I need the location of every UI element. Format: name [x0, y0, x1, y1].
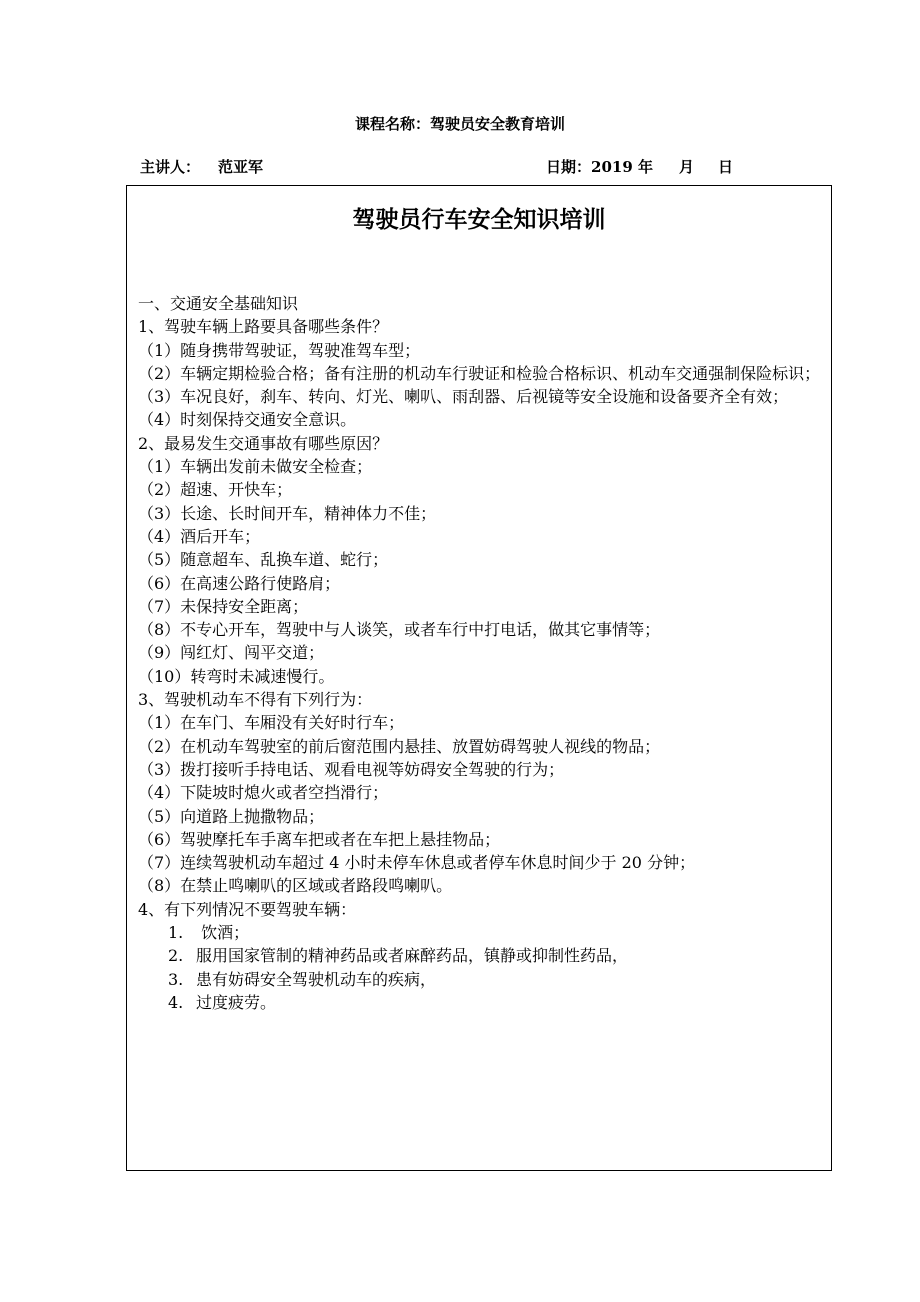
document-heading: 驾驶员行车安全知识培训: [352, 207, 606, 233]
numbered-item: [138, 991, 828, 1014]
list-item: （1）随身携带驾驶证，驾驶准驾车型；: [138, 340, 421, 360]
numbered-item: [138, 968, 828, 991]
list-item: （3）拨打接听手持电话、观看电视等妨碍安全驾驶的行为；: [138, 759, 565, 779]
list-item: （4）时刻保持交通安全意识。: [138, 410, 357, 430]
question-1-title: 1、驾驶车辆上路要具备哪些条件？: [138, 317, 389, 337]
list-item: （4）下陡坡时熄火或者空挡滑行；: [138, 783, 389, 803]
item-number: 2.: [168, 946, 184, 966]
course-title: 课程名称：驾驶员安全教育培训: [354, 115, 565, 133]
list-item: （2）超速、开快车；: [138, 480, 293, 500]
list-item: （9）闯红灯、闯平交道；: [138, 643, 325, 663]
numbered-item: [138, 921, 828, 944]
list-item: （1）车辆出发前未做安全检查；: [138, 457, 373, 477]
item-number: 3.: [168, 969, 184, 989]
list-item: （3）车况良好，刹车、转向、灯光、喇叭、雨刮器、后视镜等安全设施和设备要齐全有效；: [138, 387, 789, 407]
date-label: 日期：: [546, 158, 592, 176]
numbered-item: [138, 944, 828, 967]
date-row: [546, 156, 733, 178]
lecturer-row: [140, 156, 263, 178]
list-item: （2）在机动车驾驶室的前后窗范围内悬挂、放置妨碍驾驶人视线的物品；: [138, 736, 661, 756]
list-item: （6）在高速公路行使路肩；: [138, 573, 341, 593]
lecturer-label: 主讲人：: [140, 158, 201, 176]
list-item: （7）连续驾驶机动车超过 4 小时未停车休息或者停车休息时间少于 20 分钟；: [138, 853, 696, 873]
item-text: 患有妨碍安全驾驶机动车的疾病，: [196, 969, 437, 989]
list-item: （8）不专心开车，驾驶中与人谈笑，或者车行中打电话，做其它事情等；: [138, 620, 661, 640]
document-body: [138, 292, 828, 1014]
item-number: 4.: [168, 992, 184, 1012]
lecturer-name: 范亚军: [218, 158, 264, 176]
item-text: 过度疲劳。: [196, 992, 277, 1012]
list-item: （2）车辆定期检验合格；备有注册的机动车行驶证和检验合格标识、机动车交通强制保险标识；: [138, 363, 821, 383]
item-text: 饮酒；: [196, 923, 250, 943]
date-day: 日: [718, 158, 734, 176]
list-item: （5）向道路上抛撒物品；: [138, 806, 325, 826]
list-item: （3）长途、长时间开车，精神体力不佳；: [138, 503, 437, 523]
list-item: （7）未保持安全距离；: [138, 596, 309, 616]
list-item: （6）驾驶摩托车手离车把或者在车把上悬挂物品；: [138, 829, 501, 849]
list-item: （1）在车门、车厢没有关好时行车；: [138, 713, 405, 733]
list-item: （10）转弯时未减速慢行。: [138, 666, 335, 686]
list-item: （4）酒后开车；: [138, 526, 261, 546]
section-title: 一、交通安全基础知识: [138, 294, 299, 313]
question-2-title: 2、最易发生交通事故有哪些原因？: [138, 433, 389, 453]
date-year: 2019 年: [591, 158, 653, 176]
question-4-title: 4、有下列情况不要驾驶车辆：: [138, 899, 357, 919]
list-item: （8）在禁止鸣喇叭的区域或者路段鸣喇叭。: [138, 876, 453, 896]
item-text: 服用国家管制的精神药品或者麻醉药品，镇静或抑制性药品，: [196, 946, 629, 966]
question-3-title: 3、驾驶机动车不得有下列行为：: [138, 690, 373, 710]
list-item: （5）随意超车、乱换车道、蛇行；: [138, 550, 389, 570]
date-month: 月: [679, 158, 695, 176]
item-number: 1.: [168, 923, 184, 943]
content-box: [126, 185, 832, 1171]
